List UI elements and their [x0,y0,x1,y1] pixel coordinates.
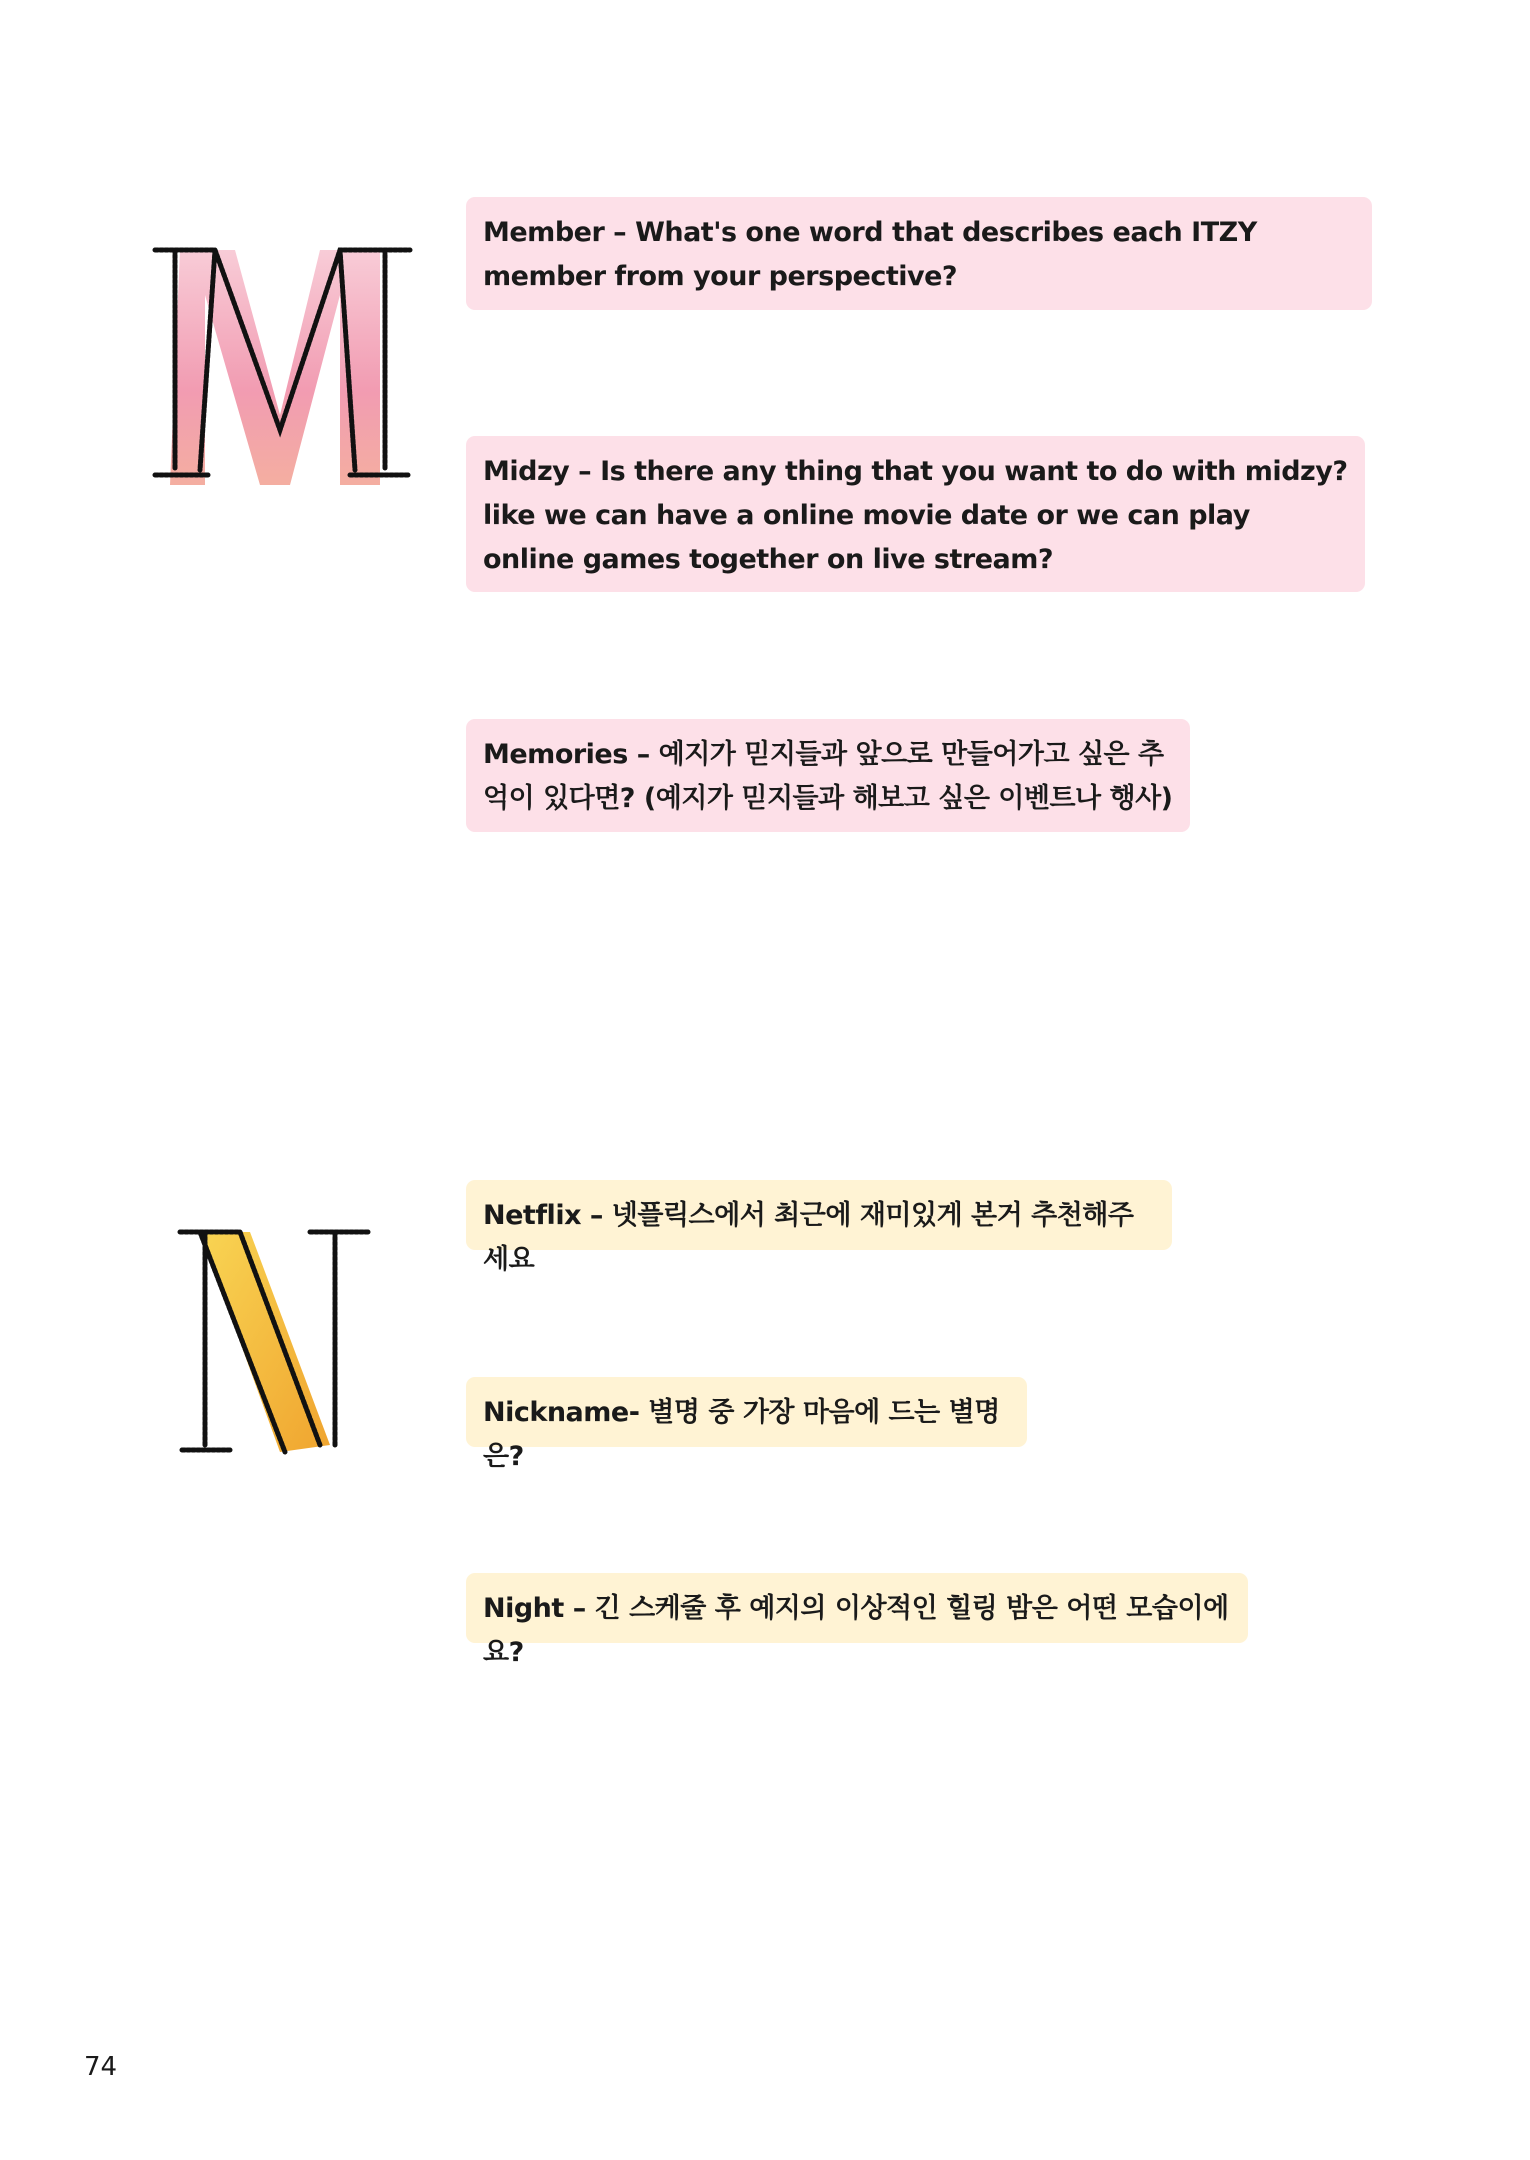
question-member: Member – What's one word that describes each ITZY member from your perspective? [466,197,1372,310]
letter-m-text: M [140,235,141,236]
question-netflix: Netflix – 넷플릭스에서 최근에 재미있게 본거 추천해주세요 [466,1180,1172,1250]
question-night: Night – 긴 스케줄 후 예지의 이상적인 힐링 밤은 어떤 모습이에요? [466,1573,1248,1643]
watercolor-letter-m [140,235,425,500]
question-memories: Memories – 예지가 믿지들과 앞으로 만들어가고 싶은 추억이 있다면? (예지가 믿지들과 해보고 싶은 이벤트나 행사) [466,719,1190,832]
letter-n-text: N [170,1220,171,1221]
watercolor-letter-n [170,1220,390,1465]
page-number: 74 [84,2052,118,2082]
question-midzy: Midzy – Is there any thing that you want to do with midzy? like we can have a online movie date or we can play online games together on live stream? [466,436,1365,592]
question-nickname: Nickname- 별명 중 가장 마음에 드는 별명은? [466,1377,1027,1447]
